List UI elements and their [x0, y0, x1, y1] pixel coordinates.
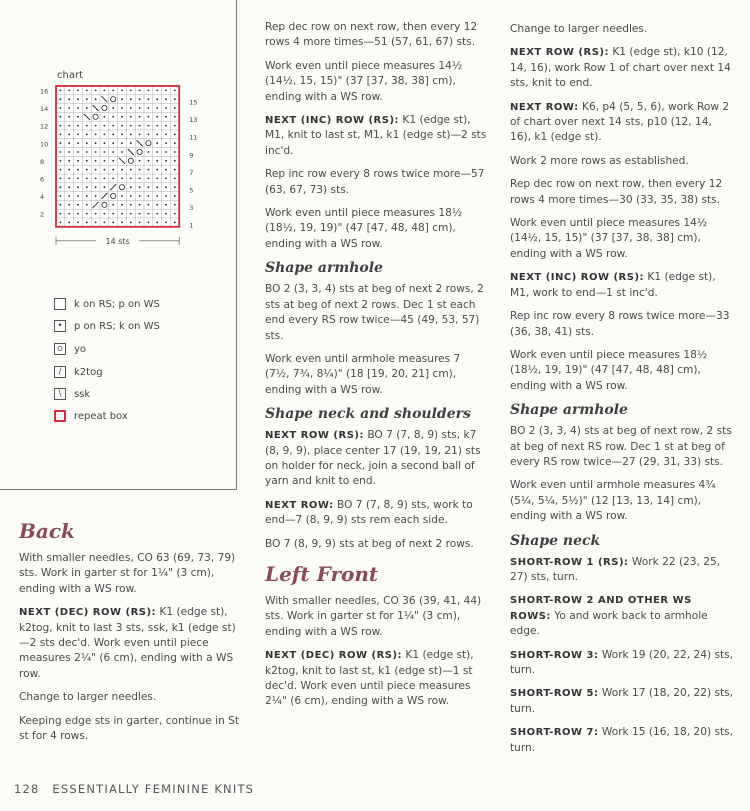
row-number-right: 9: [189, 151, 194, 160]
purl-dot: [68, 98, 70, 100]
legend-item: / k2tog: [54, 364, 103, 380]
right-column: [510, 22, 735, 764]
purl-dot: [112, 169, 114, 171]
purl-dot: [174, 195, 176, 197]
purl-dot: [121, 204, 123, 206]
purl-dot: [165, 98, 167, 100]
paragraph: Keeping edge sts in garter, continue in St st for 4 rows.: [19, 714, 240, 743]
purl-dot: [60, 125, 62, 127]
legend-item: O yo: [54, 341, 86, 357]
purl-dot: [86, 213, 88, 215]
purl-dot-icon: •: [54, 320, 66, 332]
purl-dot: [174, 98, 176, 100]
ssk-icon: \: [54, 388, 66, 400]
shape-armhole-heading: Shape armhole: [265, 260, 383, 277]
paragraph: NEXT (INC) ROW (RS): K1 (edge st), M1, work to end—1 st inc'd.: [510, 271, 716, 299]
purl-dot: [77, 107, 79, 109]
purl-dot: [68, 125, 70, 127]
purl-dot: [121, 107, 123, 109]
purl-dot: [139, 169, 141, 171]
paragraph: Work 2 more rows as established.: [510, 154, 689, 167]
purl-dot: [139, 195, 141, 197]
purl-dot: [121, 116, 123, 118]
chart-panel: [0, 0, 237, 490]
purl-dot: [148, 116, 150, 118]
purl-dot: [156, 151, 158, 153]
purl-dot: [60, 116, 62, 118]
purl-dot: [165, 160, 167, 162]
purl-dot: [86, 134, 88, 136]
purl-dot: [148, 90, 150, 92]
purl-dot: [86, 160, 88, 162]
row-number-right: 1: [189, 221, 194, 230]
paragraph: SHORT-ROW 7: Work 15 (16, 18, 20) sts, turn.: [510, 726, 734, 754]
page-footer: [14, 782, 254, 796]
purl-dot: [139, 213, 141, 215]
purl-dot: [148, 204, 150, 206]
purl-dot: [95, 142, 97, 144]
purl-dot: [121, 98, 123, 100]
purl-dot: [174, 169, 176, 171]
purl-dot: [95, 169, 97, 171]
purl-dot: [139, 125, 141, 127]
purl-dot: [121, 195, 123, 197]
purl-dot: [104, 222, 106, 224]
purl-dot: [86, 204, 88, 206]
row-number-right: 5: [189, 186, 194, 195]
legend-item: • p on RS; k on WS: [54, 318, 160, 334]
purl-dot: [77, 195, 79, 197]
purl-dot: [77, 213, 79, 215]
purl-dot: [112, 222, 114, 224]
purl-dot: [95, 160, 97, 162]
purl-dot: [139, 222, 141, 224]
purl-dot: [165, 195, 167, 197]
purl-dot: [77, 186, 79, 188]
purl-dot: [165, 204, 167, 206]
paragraph: With smaller needles, CO 36 (39, 41, 44) sts. Work in garter st for 1¼" (3 cm), ending with a WS row.: [265, 594, 482, 638]
purl-dot: [77, 169, 79, 171]
row-number-left: 14: [40, 105, 49, 114]
purl-dot: [95, 195, 97, 197]
purl-dot: [130, 134, 132, 136]
paragraph: With smaller needles, CO 63 (69, 73, 79) sts. Work in garter st for 1¼" (3 cm), ending with a WS row.: [19, 552, 236, 595]
paragraph: NEXT ROW: BO 7 (7, 8, 9) sts, work to end—7 (8, 9, 9) sts rem each side.: [265, 498, 473, 527]
purl-dot: [86, 125, 88, 127]
purl-dot: [68, 178, 70, 180]
purl-dot: [60, 142, 62, 144]
purl-dot: [104, 213, 106, 215]
purl-dot: [139, 134, 141, 136]
legend-item: k on RS; p on WS: [54, 296, 160, 312]
purl-dot: [156, 107, 158, 109]
purl-dot: [68, 213, 70, 215]
purl-dot: [148, 169, 150, 171]
purl-dot: [174, 142, 176, 144]
purl-dot: [139, 178, 141, 180]
row-number-right: 11: [189, 133, 198, 142]
purl-dot: [165, 178, 167, 180]
row-number-left: 4: [40, 193, 45, 202]
paragraph: Work even until piece measures 18½ (18½, 19, 19)" (47 [47, 48, 48] cm), ending with a WS row.: [265, 207, 463, 250]
paragraph: SHORT-ROW 3: Work 19 (20, 22, 24) sts, turn.: [510, 648, 734, 676]
purl-dot: [148, 186, 150, 188]
legend-item: repeat box: [54, 408, 128, 424]
purl-dot: [68, 160, 70, 162]
purl-dot: [121, 142, 123, 144]
purl-dot: [165, 90, 167, 92]
purl-dot: [112, 204, 114, 206]
purl-dot: [148, 195, 150, 197]
row-number-left: 8: [40, 157, 45, 166]
purl-dot: [148, 178, 150, 180]
purl-dot: [68, 204, 70, 206]
purl-dot: [104, 169, 106, 171]
purl-dot: [156, 186, 158, 188]
purl-dot: [95, 151, 97, 153]
purl-dot: [60, 178, 62, 180]
purl-dot: [95, 90, 97, 92]
purl-dot: [86, 169, 88, 171]
row-number-right: 7: [189, 168, 194, 177]
purl-dot: [156, 160, 158, 162]
purl-dot: [68, 186, 70, 188]
paragraph: Change to larger needles.: [510, 23, 648, 35]
purl-dot: [130, 204, 132, 206]
purl-dot: [60, 134, 62, 136]
legend-item: \ ssk: [54, 386, 90, 402]
purl-dot: [68, 151, 70, 153]
purl-dot: [60, 195, 62, 197]
purl-dot: [77, 134, 79, 136]
purl-dot: [86, 186, 88, 188]
purl-dot: [130, 195, 132, 197]
purl-dot: [165, 151, 167, 153]
purl-dot: [174, 178, 176, 180]
purl-dot: [104, 116, 106, 118]
purl-dot: [60, 222, 62, 224]
purl-dot: [121, 151, 123, 153]
purl-dot: [165, 134, 167, 136]
purl-dot: [86, 178, 88, 180]
purl-dot: [104, 178, 106, 180]
purl-dot: [95, 125, 97, 127]
purl-dot: [68, 107, 70, 109]
purl-dot: [95, 134, 97, 136]
purl-dot: [130, 90, 132, 92]
purl-dot: [174, 90, 176, 92]
purl-dot: [68, 169, 70, 171]
paragraph: Rep dec row on next row, then every 12 rows 4 more times—51 (57, 61, 67) sts.: [265, 21, 478, 49]
purl-dot: [130, 125, 132, 127]
paragraph: Work even until piece measures 18½ (18½, 19, 19)" (47 [47, 48, 48] cm), ending with a WS row.: [510, 348, 708, 392]
purl-dot: [112, 142, 114, 144]
purl-dot: [121, 213, 123, 215]
purl-dot: [60, 213, 62, 215]
purl-dot: [148, 222, 150, 224]
purl-dot: [148, 134, 150, 136]
paragraph: NEXT ROW (RS): K1 (edge st), k10 (12, 14, 16), work Row 1 of chart over next 14 sts, knit to end.: [510, 46, 731, 90]
purl-dot: [60, 169, 62, 171]
purl-dot: [156, 142, 158, 144]
shape-armhole-heading: Shape armhole: [510, 402, 628, 419]
purl-dot: [86, 222, 88, 224]
paragraph: NEXT (DEC) ROW (RS): K1 (edge st), k2tog, knit to last 3 sts, ssk, k1 (edge st)—2 sts dec'd. Work even until piece measures 2¼" (6 cm), ending with a WS row.: [19, 606, 236, 680]
purl-dot: [165, 142, 167, 144]
purl-dot: [130, 186, 132, 188]
paragraph: NEXT (DEC) ROW (RS): K1 (edge st), k2tog, knit to last st, k1 (edge st)—1 st dec'd. Work even until piece measures 2¼" (6 cm), ending with a WS row.: [265, 649, 474, 708]
purl-dot: [139, 186, 141, 188]
purl-dot: [165, 169, 167, 171]
purl-dot: [95, 222, 97, 224]
paragraph: Work even until armhole measures 4¾ (5¼, 5¼, 5½)" (12 [13, 13, 14] cm), ending with a WS row.: [510, 479, 716, 523]
purl-dot: [156, 169, 158, 171]
purl-dot: [165, 222, 167, 224]
purl-dot: [130, 169, 132, 171]
paragraph: Change to larger needles.: [19, 691, 157, 704]
purl-dot: [139, 98, 141, 100]
purl-dot: [148, 125, 150, 127]
back-heading: Back: [19, 519, 75, 543]
purl-dot: [130, 98, 132, 100]
purl-dot: [86, 195, 88, 197]
shape-neck-heading: Shape neck: [510, 532, 601, 549]
purl-dot: [86, 90, 88, 92]
purl-dot: [156, 213, 158, 215]
row-number-left: 2: [40, 210, 45, 219]
paragraph: Rep dec row on next row, then every 12 rows 4 more times—30 (33, 35, 38) sts.: [510, 178, 723, 206]
row-number-right: 15: [189, 98, 198, 107]
purl-dot: [148, 160, 150, 162]
row-number-right: 13: [189, 116, 198, 125]
purl-dot: [130, 222, 132, 224]
purl-dot: [60, 98, 62, 100]
purl-dot: [86, 142, 88, 144]
purl-dot: [156, 204, 158, 206]
book-title: ESSENTIALLY FEMININE KNITS: [52, 782, 255, 796]
purl-dot: [148, 151, 150, 153]
purl-dot: [77, 204, 79, 206]
purl-dot: [60, 107, 62, 109]
purl-dot: [130, 116, 132, 118]
back-section: [19, 519, 241, 752]
purl-dot: [68, 116, 70, 118]
purl-dot: [112, 213, 114, 215]
paragraph: Work even until piece measures 14½ (14½, 15, 15)" (37 [37, 38, 38] cm), ending with a WS row.: [510, 217, 708, 260]
purl-dot: [156, 116, 158, 118]
paragraph: Rep inc row every 8 rows twice more—57 (63, 67, 73) sts.: [265, 168, 485, 196]
purl-dot: [174, 134, 176, 136]
paragraph: BO 2 (3, 3, 4) sts at beg of next 2 rows, 2 sts at beg of next 2 rows. Dec 1 st each end every RS row twice—45 (49, 53, 57) sts.: [265, 283, 484, 342]
knit-square-icon: [54, 298, 66, 310]
purl-dot: [60, 204, 62, 206]
purl-dot: [139, 204, 141, 206]
paragraph: Work even until piece measures 14½ (14½, 15, 15)" (37 [37, 38, 38] cm), ending with a WS row.: [265, 59, 463, 103]
purl-dot: [148, 98, 150, 100]
row-number-left: 16: [40, 87, 49, 96]
purl-dot: [86, 107, 88, 109]
purl-dot: [104, 160, 106, 162]
purl-dot: [77, 142, 79, 144]
row-number-right: 3: [189, 204, 194, 213]
purl-dot: [77, 125, 79, 127]
purl-dot: [174, 125, 176, 127]
left-front-heading: Left Front: [265, 561, 379, 586]
purl-dot: [156, 195, 158, 197]
purl-dot: [86, 151, 88, 153]
purl-dot: [68, 90, 70, 92]
purl-dot: [104, 125, 106, 127]
purl-dot: [77, 151, 79, 153]
purl-dot: [104, 186, 106, 188]
middle-column: [265, 20, 487, 718]
purl-dot: [112, 116, 114, 118]
purl-dot: [174, 222, 176, 224]
purl-dot: [77, 160, 79, 162]
purl-dot: [77, 116, 79, 118]
purl-dot: [148, 213, 150, 215]
purl-dot: [60, 90, 62, 92]
chart-width-label: 14 sts: [105, 236, 130, 246]
yarn-over-icon: O: [54, 343, 66, 355]
paragraph: SHORT-ROW 1 (RS): Work 22 (23, 25, 27) sts, turn.: [510, 555, 721, 583]
purl-dot: [68, 134, 70, 136]
purl-dot: [165, 116, 167, 118]
purl-dot: [77, 178, 79, 180]
purl-dot: [165, 125, 167, 127]
purl-dot: [121, 169, 123, 171]
shape-neck-shoulders-heading: Shape neck and shoulders: [265, 406, 471, 423]
purl-dot: [130, 142, 132, 144]
purl-dot: [130, 107, 132, 109]
purl-dot: [174, 160, 176, 162]
page-number: 128: [14, 782, 40, 796]
paragraph: BO 7 (8, 9, 9) sts at beg of next 2 rows.: [265, 537, 474, 550]
purl-dot: [148, 107, 150, 109]
purl-dot: [174, 151, 176, 153]
purl-dot: [95, 213, 97, 215]
purl-dot: [95, 98, 97, 100]
chart-title: chart: [57, 70, 83, 81]
purl-dot: [112, 134, 114, 136]
purl-dot: [156, 125, 158, 127]
purl-dot: [60, 151, 62, 153]
purl-dot: [104, 134, 106, 136]
row-number-left: 10: [40, 140, 49, 149]
purl-dot: [121, 134, 123, 136]
purl-dot: [121, 222, 123, 224]
purl-dot: [165, 186, 167, 188]
paragraph: NEXT ROW: K6, p4 (5, 5, 6), work Row 2 of chart over next 14 sts, p10 (12, 14, 16), k1 (edge st).: [510, 100, 730, 144]
purl-dot: [156, 178, 158, 180]
purl-dot: [112, 178, 114, 180]
purl-dot: [86, 98, 88, 100]
purl-dot: [139, 90, 141, 92]
purl-dot: [174, 213, 176, 215]
purl-dot: [139, 116, 141, 118]
paragraph: SHORT-ROW 2 AND OTHER WS ROWS: Yo and work back to armhole edge.: [510, 595, 708, 638]
purl-dot: [121, 90, 123, 92]
purl-dot: [95, 186, 97, 188]
purl-dot: [68, 222, 70, 224]
purl-dot: [156, 98, 158, 100]
purl-dot: [68, 195, 70, 197]
purl-dot: [165, 107, 167, 109]
k2tog-icon: /: [54, 366, 66, 378]
purl-dot: [156, 90, 158, 92]
purl-dot: [104, 90, 106, 92]
row-number-left: 12: [40, 122, 49, 131]
purl-dot: [174, 107, 176, 109]
purl-dot: [112, 160, 114, 162]
purl-dot: [174, 186, 176, 188]
purl-dot: [130, 213, 132, 215]
purl-dot: [104, 151, 106, 153]
purl-dot: [139, 107, 141, 109]
purl-dot: [68, 142, 70, 144]
purl-dot: [174, 204, 176, 206]
repeat-box-icon: [54, 410, 66, 422]
paragraph: Rep inc row every 8 rows twice more—33 (36, 38, 41) sts.: [510, 310, 730, 338]
purl-dot: [130, 178, 132, 180]
purl-dot: [60, 160, 62, 162]
purl-dot: [95, 178, 97, 180]
purl-dot: [112, 107, 114, 109]
purl-dot: [104, 142, 106, 144]
paragraph: NEXT (INC) ROW (RS): K1 (edge st), M1, knit to last st, M1, k1 (edge st)—2 sts inc'd.: [265, 114, 487, 157]
purl-dot: [77, 222, 79, 224]
purl-dot: [156, 222, 158, 224]
purl-dot: [121, 125, 123, 127]
paragraph: BO 2 (3, 3, 4) sts at beg of next row, 2 sts at beg of next RS row. Dec 1 st at beg of every RS row twice—27 (29, 31, 33) sts.: [510, 425, 732, 468]
purl-dot: [77, 98, 79, 100]
purl-dot: [139, 160, 141, 162]
purl-dot: [165, 213, 167, 215]
row-number-left: 6: [40, 175, 45, 184]
purl-dot: [112, 125, 114, 127]
paragraph: SHORT-ROW 5: Work 17 (18, 20, 22) sts, turn.: [510, 687, 734, 715]
paragraph: Work even until armhole measures 7 (7½, 7¾, 8¼)" (18 [19, 20, 21] cm), ending with a WS row.: [265, 352, 461, 396]
purl-dot: [112, 151, 114, 153]
purl-dot: [77, 90, 79, 92]
purl-dot: [60, 186, 62, 188]
purl-dot: [112, 90, 114, 92]
paragraph: NEXT ROW (RS): BO 7 (7, 8, 9) sts, k7 (8, 9, 9), place center 17 (19, 19, 21) sts on holder for neck, join a second ball of yarn and knit to end.: [265, 429, 481, 488]
purl-dot: [121, 178, 123, 180]
purl-dot: [156, 134, 158, 136]
purl-dot: [174, 116, 176, 118]
